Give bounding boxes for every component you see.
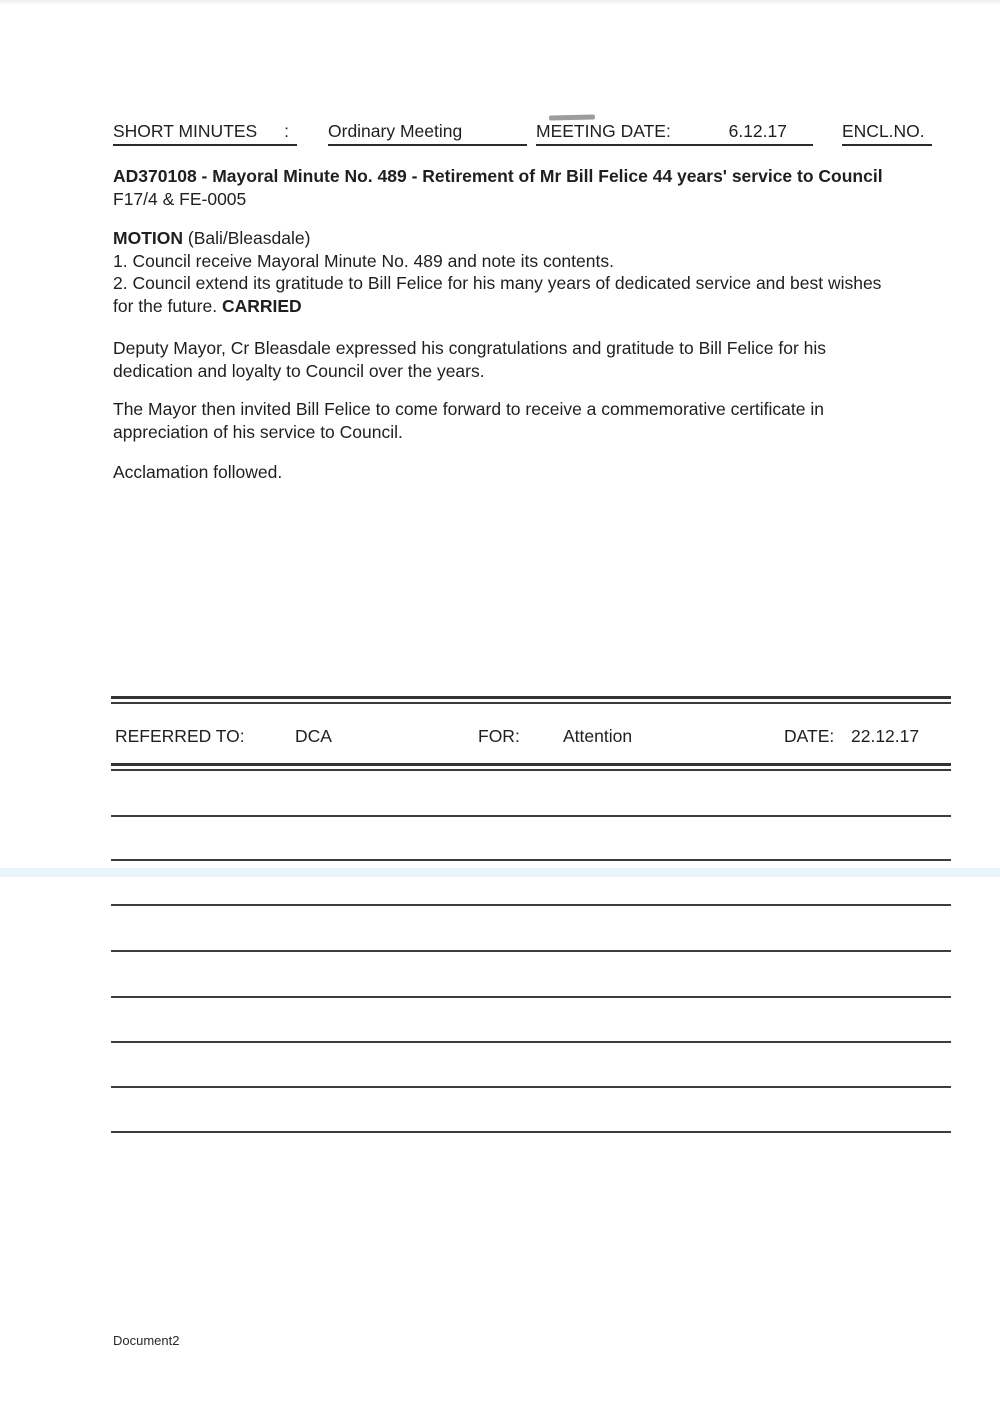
minutes-header (0, 121, 1000, 149)
ruled-line (111, 859, 951, 861)
for-label: FOR: (478, 726, 520, 746)
header-meeting-type (328, 121, 527, 146)
referred-to-label: REFERRED TO: (115, 726, 245, 746)
scan-edge-artifact (0, 0, 1000, 5)
paragraph-line: appreciation of his service to Council. (113, 421, 403, 442)
paragraph-mayor-certificate (113, 398, 824, 443)
referral-row (0, 726, 1000, 748)
motion-heading: MOTION (113, 228, 183, 248)
document-name: Document2 (113, 1333, 180, 1348)
motion-resolution-2-line2 (113, 295, 881, 318)
ruled-line (111, 996, 951, 998)
paragraph-line: dedication and loyalty to Council over the years. (113, 360, 485, 381)
meeting-date-value: 6.12.17 (728, 121, 787, 141)
scan-band-artifact (0, 868, 1000, 877)
date-label: DATE: (784, 726, 835, 746)
subject-block (113, 165, 883, 210)
file-reference: F17/4 & FE-0005 (113, 188, 247, 209)
for-value: Attention (563, 726, 633, 746)
header-meeting-date (536, 121, 813, 146)
paragraph-acclamation (113, 461, 282, 484)
scan-smudge-artifact (549, 115, 595, 121)
ruled-line (111, 950, 951, 952)
ruled-line (111, 815, 951, 817)
paragraph-line: The Mayor then invited Bill Felice to come forward to receive a commemorative certificate in (113, 399, 824, 419)
motion-resolution-2-line1: 2. Council extend its gratitude to Bill Felice for his many years of dedicated service and best wishes (113, 273, 882, 294)
header-encl-no (842, 121, 932, 146)
short-minutes-colon: : (284, 121, 289, 141)
motion-heading-line (113, 227, 881, 250)
subject-title: AD370108 - Mayoral Minute No. 489 - Retirement of Mr Bill Felice 44 years' service to Council (113, 166, 883, 186)
meeting-date-label: MEETING DATE: (536, 121, 671, 141)
meeting-type-value: Ordinary Meeting (328, 121, 463, 141)
header-short-minutes (113, 121, 297, 146)
encl-no-label: ENCL.NO. (842, 121, 925, 141)
motion-resolution-2-text: for the future. (113, 295, 218, 316)
referral-top-rule (111, 696, 951, 704)
motion-movers: (Bali/Bleasdale) (187, 228, 311, 248)
motion-resolution-1: 1. Council receive Mayoral Minute No. 489 and note its contents. (113, 250, 614, 271)
referred-to-value: DCA (295, 726, 332, 746)
ruled-line (111, 1041, 951, 1043)
paragraph-line: Deputy Mayor, Cr Bleasdale expressed his congratulations and gratitude to Bill Felice for his (113, 338, 827, 358)
date-value: 22.12.17 (851, 726, 920, 746)
paragraph-deputy-mayor (113, 337, 826, 382)
paragraph-line: Acclamation followed. (113, 462, 283, 482)
motion-result: CARRIED (221, 295, 302, 316)
referral-bottom-rule (111, 763, 951, 771)
ruled-line (111, 1131, 951, 1133)
short-minutes-label: SHORT MINUTES (113, 121, 258, 141)
ruled-line (111, 1086, 951, 1088)
ruled-line (111, 904, 951, 906)
motion-block (113, 227, 881, 317)
